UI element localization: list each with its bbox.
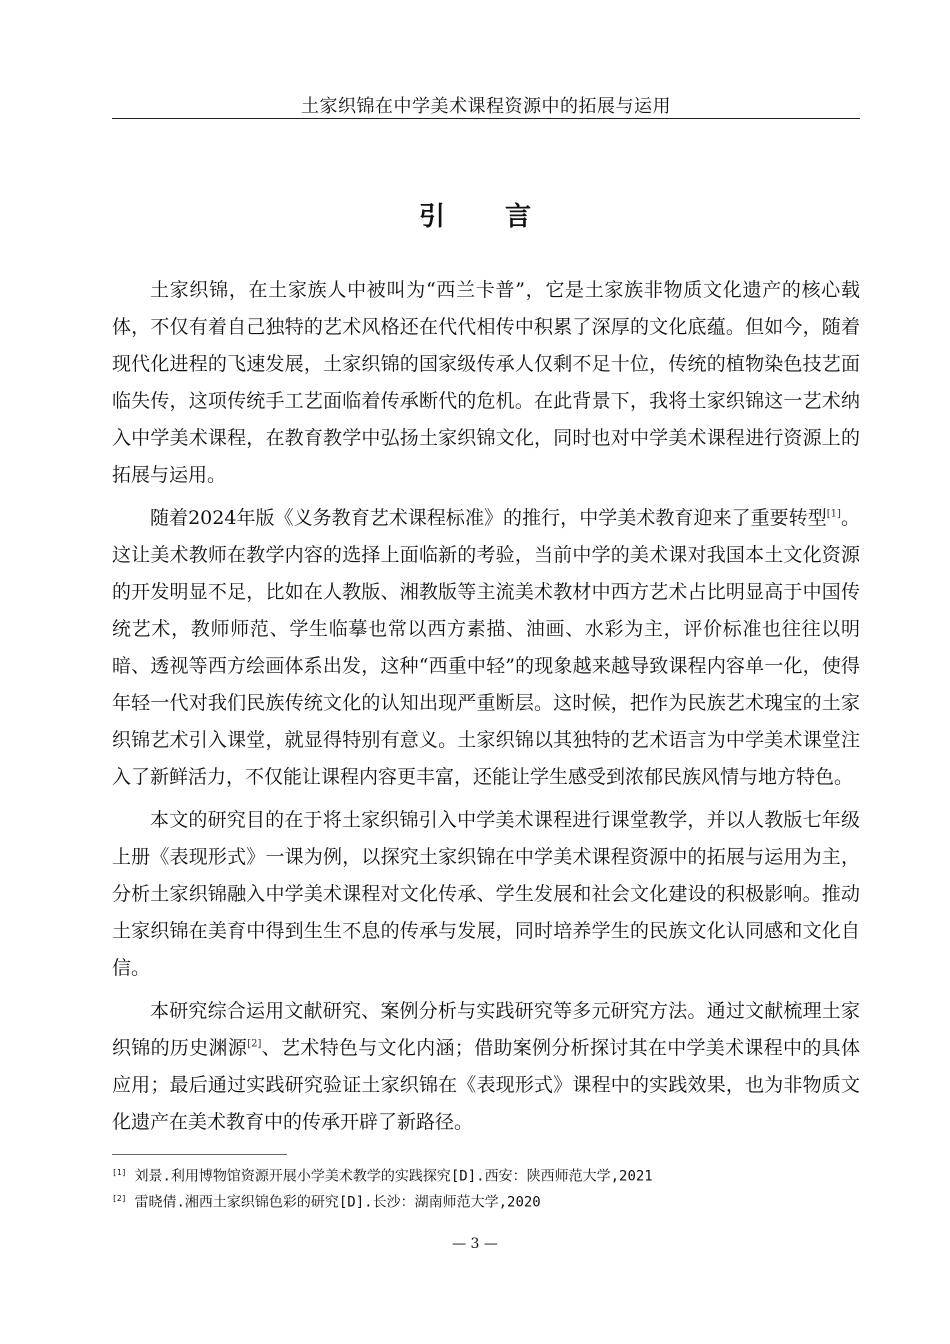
paragraph-4	[112, 993, 860, 1141]
footnote-item	[112, 1162, 860, 1188]
header-divider	[112, 118, 860, 119]
citation-marker[interactable]: [1]	[826, 508, 841, 520]
paragraph-text: 本研究综合运用文献研究、案例分析与实践研究等多元研究方法。通过文献梳理土家织锦的历史渊源	[112, 1000, 860, 1059]
section-title: 引言	[418, 202, 591, 232]
paragraph-3	[112, 802, 860, 987]
paragraph-text: 本文的研究目的在于将土家织锦引入中学美术课程进行课堂教学，并以人教版七年级上册《表现形式》一课为例，以探究土家织锦在中学美术课程资源中的拓展与运用为主，分析土家织锦融入中学美术课程对文化传承、学生发展和社会文化建设的积极影响。推动土家织锦在美育中得到生生不息的传承与发展，同时培养学生的民族文化认同感和文化自信。	[112, 809, 860, 979]
footnotes	[112, 1162, 860, 1213]
paragraph-2	[112, 500, 860, 796]
page-number: — 3 —	[452, 1236, 498, 1252]
paragraph-text: 土家织锦，在土家族人中被叫为“西兰卡普”，它是土家族非物质文化遗产的核心载体，不仅有着自己独特的艺术风格还在代代相传中积累了深厚的文化底蕴。但如今，随着现代化进程的飞速发展，土家织锦的国家级传承人仅剩不足十位，传统的植物染色技艺面临失传，这项传统手工艺面临着传承断代的危机。在此背景下，我将土家织锦这一艺术纳入中学美术课程，在教育教学中弘扬土家织锦文化，同时也对中学美术课程进行资源上的拓展与运用。	[112, 279, 860, 486]
paragraph-text: 。这让美术教师在教学内容的选择上面临新的考验，当前中学的美术课对我国本土文化资源的开发明显不足，比如在人教版、湘教版等主流美术教材中西方艺术占比明显高于中国传统艺术，教师师范、学生临摹也常以西方素描、油画、水彩为主，评价标准也往往以明暗、透视等西方绘画体系出发，这种“西重中轻”的现象越来越导致课程内容单一化，使得年轻一代对我们民族传统文化的认知出现严重断层。这时候，把作为民族艺术瑰宝的土家织锦艺术引入课堂，就显得特别有意义。土家织锦以其独特的艺术语言为中学美术课堂注入了新鲜活力，不仅能让课程内容更丰富，还能让学生感受到浓郁民族风情与地方特色。	[112, 507, 860, 788]
footnote-item	[112, 1188, 860, 1214]
paragraph-text: 随着2024年版《义务教育艺术课程标准》的推行，中学美术教育迎来了重要转型	[150, 507, 827, 529]
footnote-marker: [2]	[112, 1193, 127, 1203]
paragraph-text: 、艺术特色与文化内涵；借助案例分析探讨其在中学美术课程中的具体应用；最后通过实践研究验证土家织锦在《表现形式》课程中的实践效果，也为非物质文化遗产在美术教育中的传承开辟了新路径。	[112, 1037, 860, 1133]
paragraph-1	[112, 272, 860, 494]
footnote-text: 刘景.利用博物馆资源开展小学美术教学的实践探究[D].西安：陕西师范大学,2021	[134, 1168, 653, 1185]
body-text	[112, 272, 860, 1141]
footnote-divider	[112, 1154, 287, 1155]
footnote-marker: [1]	[112, 1168, 127, 1177]
citation-marker[interactable]: [2]	[247, 1038, 262, 1050]
running-header: 土家织锦在中学美术课程资源中的拓展与运用	[301, 96, 671, 117]
footnote-text: 雷晓倩.湘西土家织锦色彩的研究[D].长沙：湖南师范大学,2020	[134, 1194, 541, 1211]
